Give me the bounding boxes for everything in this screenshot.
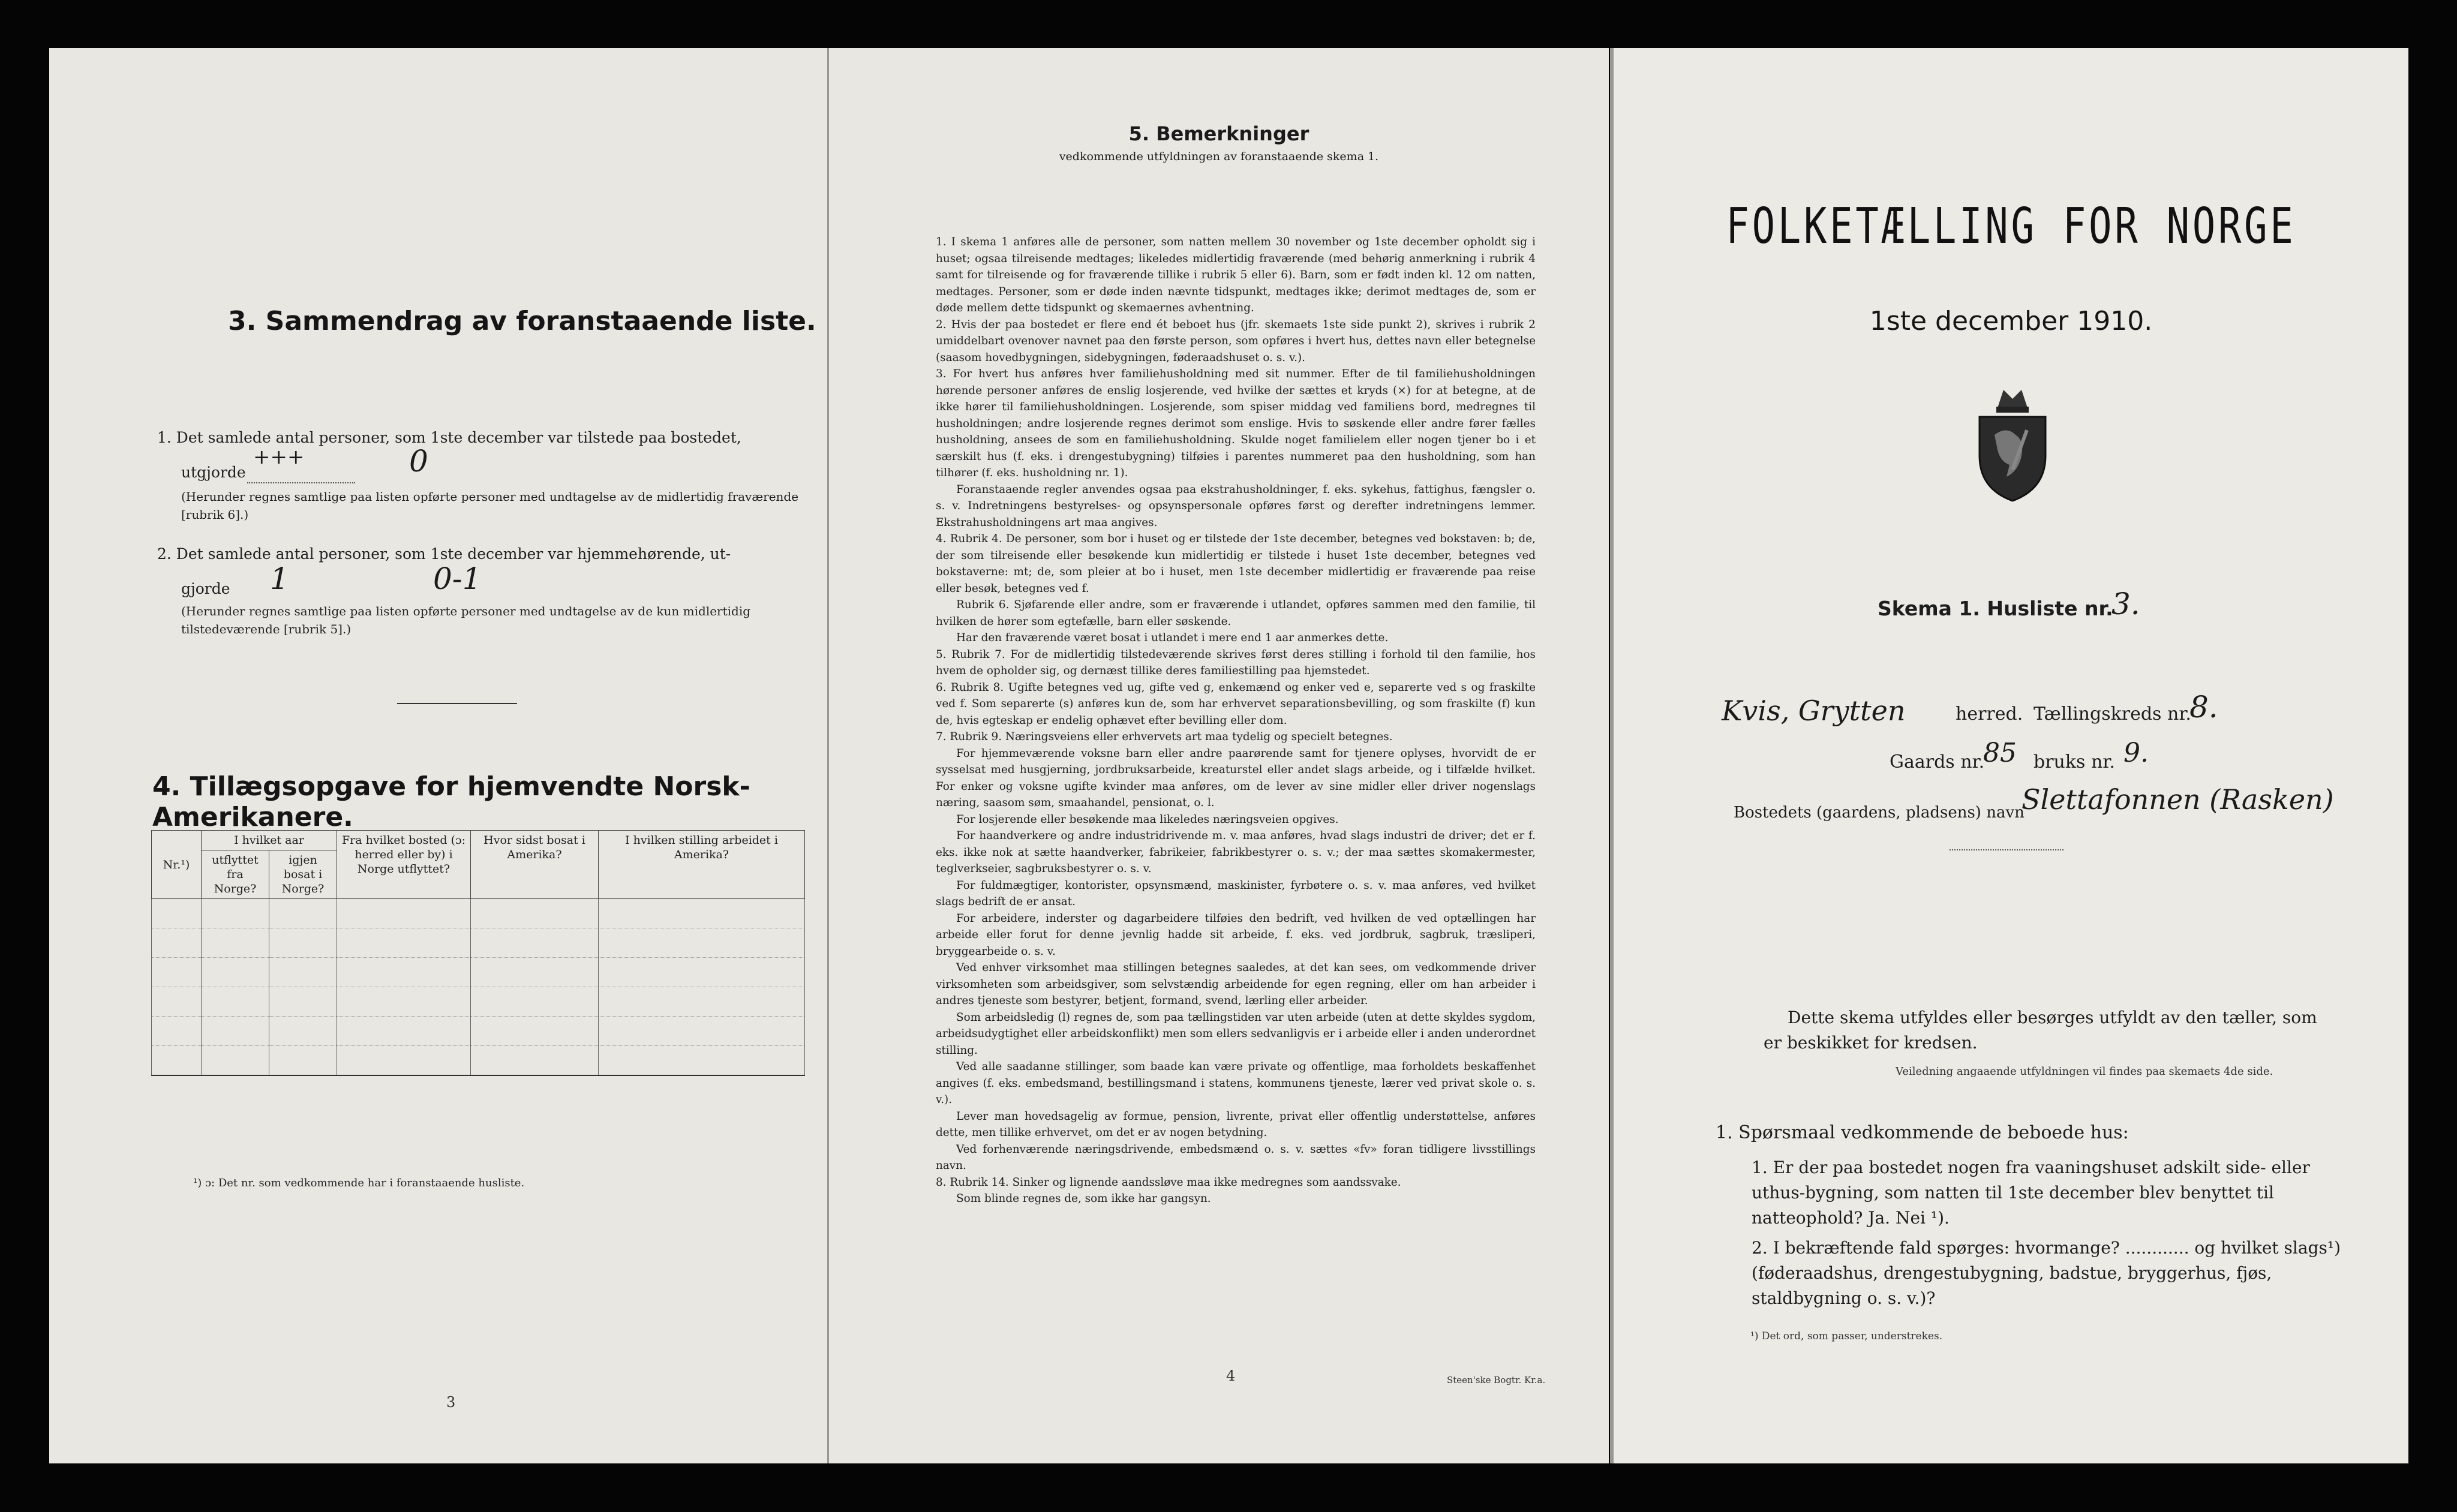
remarks-body	[936, 234, 1536, 1207]
table-footnote: ¹) ɔ: Det nr. som vedkommende har i foranstaaende husliste.	[193, 1177, 525, 1189]
remark-paragraph: For hjemmeværende voksne barn eller andre paarørende samt for tjenere oplyses, hvorvidt de er sysselsat med husgjerning, jordbruksarbeide, kreaturstel eller andet slags arbeide, og i tilfælde hvilket. For enker og voksne ugifte kvinder maa anføres, om de lever av sine midler eller driver nogenslags næring, saasom søm, smaahandel, pensionat, o. l.	[936, 747, 1536, 809]
printer-credit: Steen'ske Bogtr. Kr.a.	[1447, 1375, 1546, 1385]
skema-label: Skema 1. Husliste nr.	[1878, 597, 2113, 620]
col-igjen-bosat: igjen bosat i Norge?	[269, 850, 337, 899]
norsk-amerikanere-table	[151, 830, 805, 1076]
remark-paragraph: 5. Rubrik 7. For de midlertidig tilstedeværende skrives først deres stilling i forhold til den familie, hos hvem de opholder sig, og dernæst tillike deres familiestilling paa hjemstedet.	[936, 648, 1536, 677]
page-4	[829, 48, 1609, 1463]
item1-dotted-line	[247, 482, 355, 483]
item2-handwritten-b: 0-1	[433, 561, 482, 596]
table-row	[152, 928, 805, 958]
page-3	[49, 48, 829, 1463]
page-number: 4	[1226, 1367, 1236, 1384]
remark-paragraph: 2. Hvis der paa bostedet er flere end ét beboet hus (jfr. skemaets 1ste side punkt 2), skrives i rubrik 2 umiddelbart ovenover navnet paa den første person, som opføres i hvert hus, dettes navn eller betegnelse (saasom hovedbygningen, sidebygningen, føderaadshuset o. s. v.).	[936, 318, 1536, 364]
col-hvor-sidst-bosat: Hvor sidst bosat i Amerika?	[471, 831, 599, 899]
remark-paragraph: 1. I skema 1 anføres alle de personer, som natten mellem 30 november og 1ste december opholdt sig i huset; ogsaa tilreisende medtages; likeledes midlertidig fraværende (med behørig anmerkning i rubrik 4 samt for tilreisende og for fraværende tillike i rubrik 5 eller 6). Barn, som er født inden kl. 12 om natten, medtages. Personer, som er døde inden nævnte tidspunkt, medtages ikke; derimot medtages de, som er døde mellem dette tidspunkt og skemaernes avhentning.	[936, 236, 1536, 314]
bosted-label: Bostedets (gaardens, pladsens) navn	[1734, 804, 2025, 822]
col-fra-hvilket-bosted: Fra hvilket bosted (ɔ: herred eller by) i Norge utflyttet?	[337, 831, 471, 899]
remark-paragraph: Lever man hovedsagelig av formue, pension, livrente, privat eller offentlig understøttelse, anføres dette, men tillike erhvervet, om det er av nogen betydning.	[936, 1110, 1536, 1139]
q1-item2: 2. I bekræftende fald spørges: hvormange? ............ og hvilket slags¹) (føderaadshus, drengestubygning, badstue, bryggerhus, fjøs, staldbygning o. s. v.)?	[1752, 1238, 2341, 1308]
right-footnote: ¹) Det ord, som passer, understrekes.	[1750, 1330, 1943, 1342]
remark-paragraph: Ved enhver virksomhet maa stillingen betegnes saaledes, at det kan sees, om vedkommende driver virksomheten som arbeidsgiver, som selvstændig arbeidende for egen regning, eller om han arbeider i andres tjeneste som bestyrer, betjent, formand, svend, lærling eller arbeider.	[936, 961, 1536, 1007]
item1-text: 1. Det samlede antal personer, som 1ste december var tilstede paa bostedet,	[157, 429, 741, 446]
table-row	[152, 1017, 805, 1046]
page-number: 3	[446, 1394, 456, 1411]
table-row	[152, 958, 805, 987]
col-i-hvilket-aar: I hvilket aar	[202, 831, 337, 850]
item1-handwritten-mark: +++	[253, 445, 305, 469]
gaards-value: 85	[1983, 738, 2017, 768]
remark-paragraph: 3. For hvert hus anføres hver familiehusholdning med sit nummer. Efter de til familiehusholdningen hørende personer anføres de enslig losjerende, ved hvilke der sættes et kryds (×) for at betegne, at de ikke hører til familiehusholdningen. Losjerende, som spiser middag ved familiens bord, medregnes til husholdningen; andre losjerende regnes derimot som enslige. Hvis to søskende eller andre fører fælles husholdning, ansees de som en familiehusholdning. Skulde noget familielem eller nogen tjener bo i et særskilt hus (f. eks. i drengestubygning) tilføies i parentes nummeret paa den husholdning, som han tilhører (f. eks. husholdning nr. 1).	[936, 368, 1536, 479]
herred-label: herred.	[1956, 704, 2023, 725]
remark-paragraph: Foranstaaende regler anvendes ogsaa paa ekstrahusholdninger, f. eks. sykehus, fattighus, fængsler o. s. v. Indretningens bestyrelses- og opsynspersonale opføres først og derefter indretningens lemmer. Ekstrahusholdningens art maa angives.	[936, 483, 1536, 529]
divider	[397, 703, 517, 704]
husliste-nr-value: 3.	[2111, 587, 2140, 621]
table-row	[152, 987, 805, 1017]
q1-item1: 1. Er der paa bostedet nogen fra vaaningshuset adskilt side- eller uthus-bygning, som natten til 1ste december blev benyttet til natteophold? Ja. Nei ¹).	[1752, 1158, 2310, 1228]
remarks-title: 5. Bemerkninger	[1128, 122, 1309, 145]
bruks-label: bruks nr.	[2034, 752, 2115, 772]
table-row	[152, 1046, 805, 1076]
bruks-value: 9.	[2123, 738, 2149, 768]
col-nr: Nr.¹)	[152, 831, 202, 899]
herred-value: Kvis, Grytten	[1722, 695, 1906, 727]
remark-paragraph: For haandverkere og andre industridrivende m. v. maa anføres, hvad slags industri de driver; det er f. eks. ikke nok at sætte haandverker, fabrikeier, fabrikbestyrer o. s. v.; der maa sættes skomakermester, teglverkseier, sagbruksbestyrer o. s. v.	[936, 829, 1536, 875]
item2-text: 2. Det samlede antal personer, som 1ste december var hjemmehørende, ut-	[157, 545, 731, 563]
item2-note: (Herunder regnes samtlige paa listen opførte personer med undtagelse av de kun midlertidig tilstedeværende [rubrik 5].)	[181, 604, 751, 636]
remark-paragraph: Har den fraværende været bosat i utlandet i mere end 1 aar anmerkes dette.	[956, 632, 1389, 644]
remark-paragraph: 8. Rubrik 14. Sinker og lignende aandssløve maa ikke medregnes som aandssvake.	[936, 1176, 1401, 1189]
remark-paragraph: 7. Rubrik 9. Næringsveiens eller erhvervets art maa tydelig og specielt betegnes.	[936, 731, 1393, 743]
remarks-subtitle: vedkommende utfyldningen av foranstaaende skema 1.	[1059, 150, 1379, 163]
remark-paragraph: For arbeidere, inderster og dagarbeidere tilføies den bedrift, ved hvilken de ved optællingen har arbeide eller forut for denne jevnlig hadde sit arbeide, f. eks. ved jordbruk, sagbruk, træsliperi, bryggearbeide o. s. v.	[936, 912, 1536, 958]
q1-title: 1. Spørsmaal vedkommende de beboede hus:	[1716, 1122, 2129, 1143]
remark-paragraph: Som arbeidsledig (l) regnes de, som paa tællingstiden var uten arbeide (uten at dette skyldes sygdom, arbeidsudygtighet eller arbeidskonflikt) men som ellers sedvanligvis er i arbeide eller i anden underordnet stilling.	[936, 1011, 1536, 1057]
kreds-value: 8.	[2189, 690, 2218, 725]
norwegian-coat-of-arms-icon	[1974, 384, 2051, 504]
intro-text: Dette skema utfyldes eller besørges utfyldt av den tæller, som er beskikket for kredsen.	[1764, 1008, 2317, 1053]
remark-paragraph: For fuldmægtiger, kontorister, opsynsmænd, maskinister, fyrbøtere o. s. v. maa anføres, ved hvilket slags bedrift de er ansat.	[936, 879, 1536, 908]
census-date: 1ste december 1910.	[1869, 306, 2153, 336]
remark-paragraph: Rubrik 6. Sjøfarende eller andre, som er fraværende i utlandet, opføres sammen med den familie, til hvilken de hører som egtefælle, barn eller søskende.	[936, 599, 1536, 628]
remark-paragraph: Som blinde regnes de, som ikke har gangsyn.	[956, 1192, 1211, 1205]
item1-handwritten-value: 0	[409, 444, 428, 479]
item1-label: utgjorde	[181, 464, 246, 481]
remark-paragraph: 6. Rubrik 8. Ugifte betegnes ved ug, gifte ved g, enkemænd og enker ved e, separerte ved s og fraskilte ved f. Som separerte (s) anføres kun de, som har erhvervet separationsbevilling, og som fraskilte (f) kun de, hvis egteskap er endelig ophævet efter bevilling eller dom.	[936, 681, 1536, 727]
remark-paragraph: Ved alle saadanne stillinger, som baade kan være private og offentlige, maa forholdets beskaffenhet angives (f. eks. embedsmand, bestillingsmand i statens, kommunens tjeneste, lærer ved privat skole o. s. v.).	[936, 1060, 1536, 1106]
gaards-label: Gaards nr.	[1890, 752, 1985, 772]
table-row	[152, 899, 805, 928]
census-title: FOLKETÆLLING FOR NORGE	[1726, 198, 2296, 255]
col-utflyttet: utflyttet fra Norge?	[202, 850, 269, 899]
bosted-value: Slettafonnen (Rasken)	[2022, 783, 2334, 816]
kreds-label: Tællingskreds nr.	[2034, 704, 2191, 725]
ornament-divider	[1950, 849, 2063, 850]
section3-title: 3. Sammendrag av foranstaaende liste.	[228, 306, 816, 336]
remark-paragraph: Ved forhenværende næringsdrivende, embedsmænd o. s. v. sættes «fv» foran tidligere livsstillings navn.	[936, 1143, 1536, 1172]
item1-note: (Herunder regnes samtlige paa listen opførte personer med undtagelse av de midlertidig fraværende [rubrik 6].)	[181, 489, 799, 522]
title-page	[1614, 48, 2408, 1463]
section4-title: 4. Tillægsopgave for hjemvendte Norsk-Amerikanere.	[152, 771, 750, 832]
item2-label: gjorde	[181, 580, 230, 597]
remark-paragraph: For losjerende eller besøkende maa likeledes næringsveien opgives.	[956, 813, 1339, 826]
veiledning-note: Veiledning angaaende utfyldningen vil findes paa skemaets 4de side.	[1896, 1065, 2273, 1078]
item2-handwritten-a: 1	[270, 561, 289, 596]
remark-paragraph: 4. Rubrik 4. De personer, som bor i huset og er tilstede der 1ste december, betegnes ved bokstaven: b; de, der som tilreisende eller besøkende kun midlertidig er tilstede i huset 1ste december, betegnes ved bokstaverne: mt; de, som pleier at bo i huset, men 1ste december midlertidig er fraværende paa reise eller besøk, betegnes ved f.	[936, 533, 1536, 595]
col-stilling: I hvilken stilling arbeidet i Amerika?	[599, 831, 805, 899]
